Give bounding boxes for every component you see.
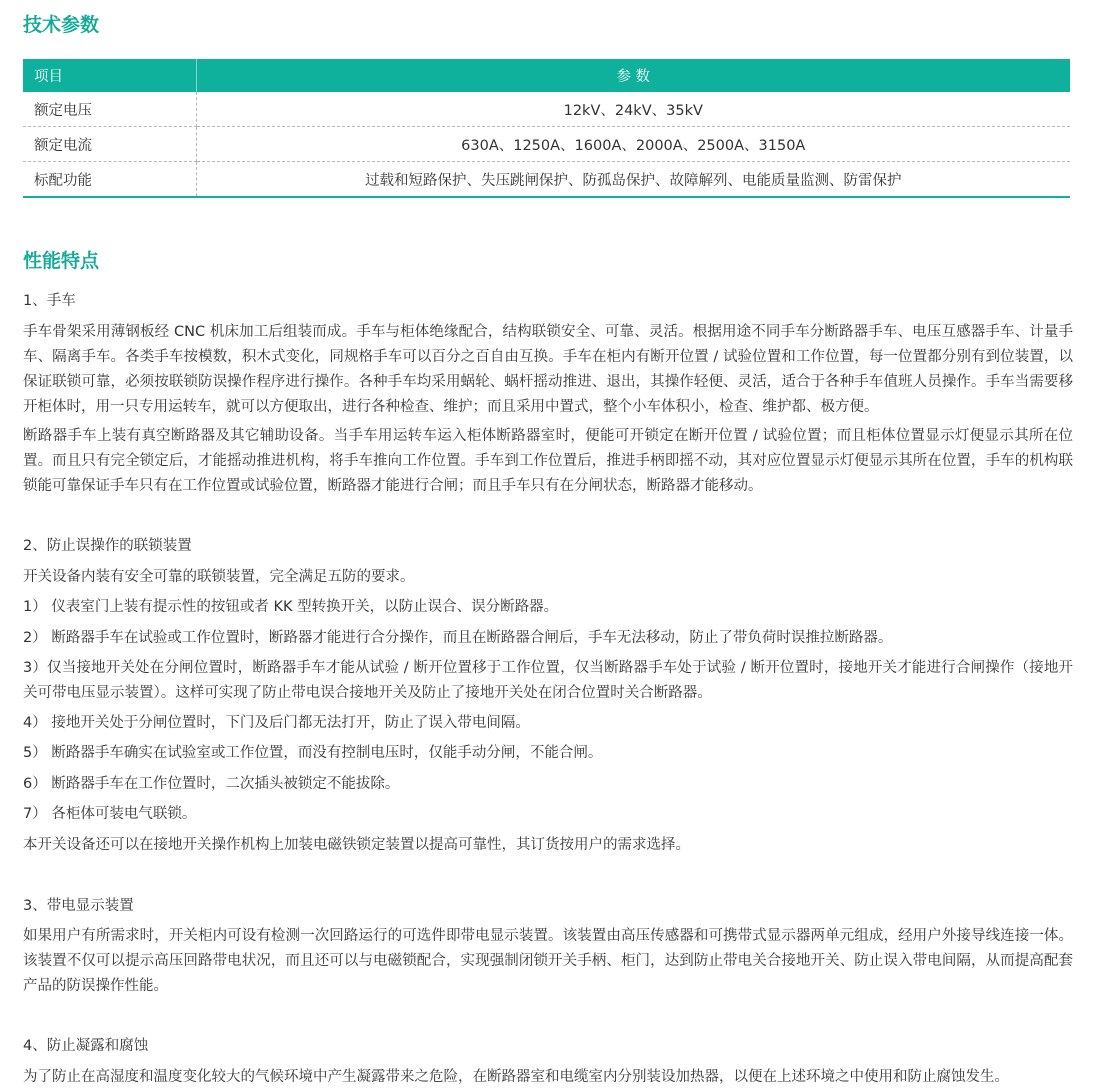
table-row (23, 162, 1070, 198)
section-2-item-1: 1） 仪表室门上装有提示性的按钮或者 KK 型转换开关，以防止误合、误分断路器。 (23, 599, 559, 615)
header-params: 参 数 (196, 59, 1070, 92)
section-2-item-5: 5） 断路器手车确实在试验室或工作位置，而没有控制电压时，仅能手动分闸，不能合闸。 (23, 745, 603, 761)
section-1-heading: 1、手车 (23, 293, 76, 309)
section-1-paragraph-1: 手车骨架采用薄钢板经 CNC 机床加工后组装而成。手车与柜体绝缘配合，结构联锁安全、可靠、灵活。根据用途不同手车分断路器手车、电压互感器手车、计量手车、隔离手车。各类手车按模数，积木式变化，同规格手车可以百分之百自由互换。手车在柜内有断开位置 / 试验位置和工作位置，每一位置都分别有到位装置，以保证联锁可靠，必须按联锁防误操作程序进行操作。各种手车均采用蜗轮、蜗杆摇动推进、退出，其操作轻便、灵活，适合于各种手车值班人员操作。手车当需要移开柜体时，用一只专用运转车，就可以方便取出，进行各种检查、维护；而且采用中置式，整个小车体积小，检查、维护都、极方便。 (23, 324, 1073, 415)
section-2-heading: 2、防止误操作的联锁装置 (23, 538, 192, 554)
row-value: 过载和短路保护、失压跳闸保护、防孤岛保护、故障解列、电能质量监测、防雷保护 (196, 162, 1070, 198)
table-header-row (23, 59, 1070, 92)
section-4-heading: 4、防止凝露和腐蚀 (23, 1038, 149, 1054)
row-label: 额定电流 (23, 127, 196, 162)
table-row (23, 92, 1070, 127)
section-1-paragraph-2: 断路器手车上装有真空断路器及其它辅助设备。当手车用运转车运入柜体断路器室时，便能可开锁定在断开位置 / 试验位置；而且柜体位置显示灯便显示其所在位置。而且只有完全锁定后，才能摇动推进机构，将手车推向工作位置。手车到工作位置后，推进手柄即摇不动，其对应位置显示灯便显示其所在位置，手车的机构联锁能可靠保证手车只有在工作位置或试验位置，断路器才能进行合闸；而且手车只有在分闸状态，断路器才能移动。 (23, 428, 1073, 494)
row-label: 额定电压 (23, 92, 196, 127)
row-value: 630A、1250A、1600A、2000A、2500A、3150A (196, 127, 1070, 162)
header-item: 项目 (23, 59, 196, 92)
row-label: 标配功能 (23, 162, 196, 198)
section-2-item-7: 7） 各柜体可装电气联锁。 (23, 806, 197, 822)
section-4-paragraph-1: 为了防止在高湿度和温度变化较大的气候环境中产生凝露带来之危险，在断路器室和电缆室内分别装设加热器，以便在上述环境之中使用和防止腐蚀发生。 (23, 1069, 1009, 1085)
tech-params-table (23, 59, 1070, 198)
table-row (23, 127, 1070, 162)
section-2-item-6: 6） 断路器手车在工作位置时，二次插头被锁定不能拔除。 (23, 776, 400, 792)
section-2-intro: 开关设备内装有安全可靠的联锁装置，完全满足五防的要求。 (23, 569, 415, 585)
section-3-heading: 3、带电显示装置 (23, 898, 134, 914)
section-2-item-4: 4） 接地开关处于分闸位置时，下门及后门都无法打开，防止了误入带电间隔。 (23, 715, 530, 731)
section-3-paragraph-1: 如果用户有所需求时，开关柜内可设有检测一次回路运行的可选件即带电显示装置。该装置由高压传感器和可携带式显示器两单元组成，经用户外接导线连接一体。该装置不仅可以提示高压回路带电状况，而且还可以与电磁锁配合，实现强制闭锁开关手柄、柜门，达到防止带电关合接地开关、防止误入带电间隔，从而提高配套产品的防误操作性能。 (23, 928, 1073, 994)
section-2-item-3: 3）仅当接地开关处在分闸位置时，断路器手车才能从试验 / 断开位置移于工作位置，仅当断路器手车处于试验 / 断开位置时，接地开关才能进行合闸操作（接地开关可带电压显示装置）。这样可实现了防止带电误合接地开关及防止了接地开关处在闭合位置时关合断路器。 (23, 660, 1073, 701)
section-2-item-2: 2） 断路器手车在试验或工作位置时，断路器才能进行合分操作，而且在断路器合闸后，手车无法移动，防止了带负荷时误推拉断路器。 (23, 630, 893, 646)
tech-params-title: 技术参数 (23, 14, 100, 36)
features-title: 性能特点 (23, 250, 100, 272)
section-2-outro: 本开关设备还可以在接地开关操作机构上加装电磁铁锁定装置以提高可靠性，其订货按用户的需求选择。 (23, 837, 690, 853)
row-value: 12kV、24kV、35kV (196, 92, 1070, 127)
